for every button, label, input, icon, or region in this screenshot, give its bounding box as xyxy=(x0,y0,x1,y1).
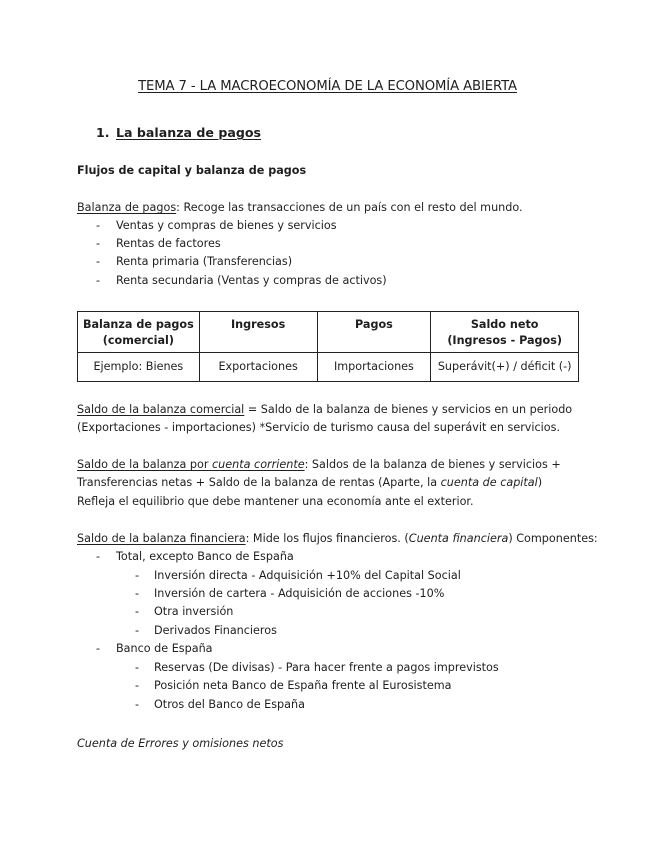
section-number: 1. xyxy=(96,125,110,140)
financiera-item: Posición neta Banco de España frente al Eurosistema xyxy=(154,679,452,692)
table-row xyxy=(78,353,579,382)
comercial-term: Saldo de la balanza comercial xyxy=(77,403,245,416)
bullet-dash: - xyxy=(96,237,101,250)
bp-item: Ventas y compras de bienes y servicios xyxy=(116,219,337,232)
errores-line: Cuenta de Errores y omisiones netos xyxy=(77,737,284,750)
bullet-dash: - xyxy=(96,274,101,287)
financiera-group-label: Banco de España xyxy=(116,642,213,655)
financiera-item: Inversión directa - Adquisición +10% del Capital Social xyxy=(154,569,461,582)
bullet-dash: - xyxy=(135,587,140,600)
table-header-cell: Pagos xyxy=(317,312,431,353)
financiera-line: Saldo de la balanza financiera: Mide los flujos financieros. (Cuenta financiera) Componentes: xyxy=(77,532,598,545)
bullet-dash: - xyxy=(135,698,140,711)
financiera-term: Saldo de la balanza financiera xyxy=(77,532,246,545)
bullet-dash: - xyxy=(135,624,140,637)
table-header-cell: Ingresos xyxy=(199,312,317,353)
bullet-dash: - xyxy=(96,219,101,232)
corriente-line-1: Saldo de la balanza por cuenta corriente: Saldos de la balanza de bienes y servicios + xyxy=(77,458,561,471)
table-header-cell: Saldo neto (Ingresos - Pagos) xyxy=(431,312,579,353)
balance-table xyxy=(77,311,579,382)
subsection-heading: Flujos de capital y balanza de pagos xyxy=(77,164,307,177)
table-header-row xyxy=(78,312,579,353)
financiera-item: Reservas (De divisas) - Para hacer frente a pagos imprevistos xyxy=(154,661,499,674)
corriente-term: Saldo de la balanza por cuenta corriente xyxy=(77,458,305,471)
table-header-cell: Balanza de pagos (comercial) xyxy=(78,312,200,353)
financiera-item: Derivados Financieros xyxy=(154,624,277,637)
financiera-group-label: Total, excepto Banco de España xyxy=(116,550,294,563)
financiera-item: Otra inversión xyxy=(154,605,234,618)
table-cell: Importaciones xyxy=(317,353,431,382)
bp-term: Balanza de pagos xyxy=(77,201,177,214)
corriente-line-2: Transferencias netas + Saldo de la balanza de rentas (Aparte, la cuenta de capital) xyxy=(77,476,543,489)
table-cell: Superávit(+) / déficit (-) xyxy=(431,353,579,382)
bp-item: Renta primaria (Transferencias) xyxy=(116,255,293,268)
comercial-line-1: Saldo de la balanza comercial = Saldo de la balanza de bienes y servicios en un periodo xyxy=(77,403,573,416)
table-cell: Ejemplo: Bienes xyxy=(78,353,200,382)
bp-definition xyxy=(77,201,523,215)
bullet-dash: - xyxy=(135,569,140,582)
bullet-dash: - xyxy=(135,605,140,618)
corriente-line-3: Refleja el equilibrio que debe mantener una economía ante el exterior. xyxy=(77,495,474,508)
financiera-item: Inversión de cartera - Adquisición de acciones -10% xyxy=(154,587,445,600)
bullet-dash: - xyxy=(96,550,101,563)
bullet-dash: - xyxy=(96,255,101,268)
bullet-dash: - xyxy=(96,642,101,655)
bp-item: Renta secundaria (Ventas y compras de activos) xyxy=(116,274,387,287)
bp-item: Rentas de factores xyxy=(116,237,221,250)
table-cell: Exportaciones xyxy=(199,353,317,382)
bullet-dash: - xyxy=(135,679,140,692)
bullet-dash: - xyxy=(135,661,140,674)
bp-def-text: : Recoge las transacciones de un país con el resto del mundo. xyxy=(176,201,523,214)
section-title: La balanza de pagos xyxy=(116,125,262,140)
financiera-item: Otros del Banco de España xyxy=(154,698,305,711)
page-title: TEMA 7 - LA MACROECONOMÍA DE LA ECONOMÍA ABIERTA xyxy=(138,79,517,94)
comercial-line-2: (Exportaciones - importaciones) *Servicio de turismo causa del superávit en servicios. xyxy=(77,421,561,434)
